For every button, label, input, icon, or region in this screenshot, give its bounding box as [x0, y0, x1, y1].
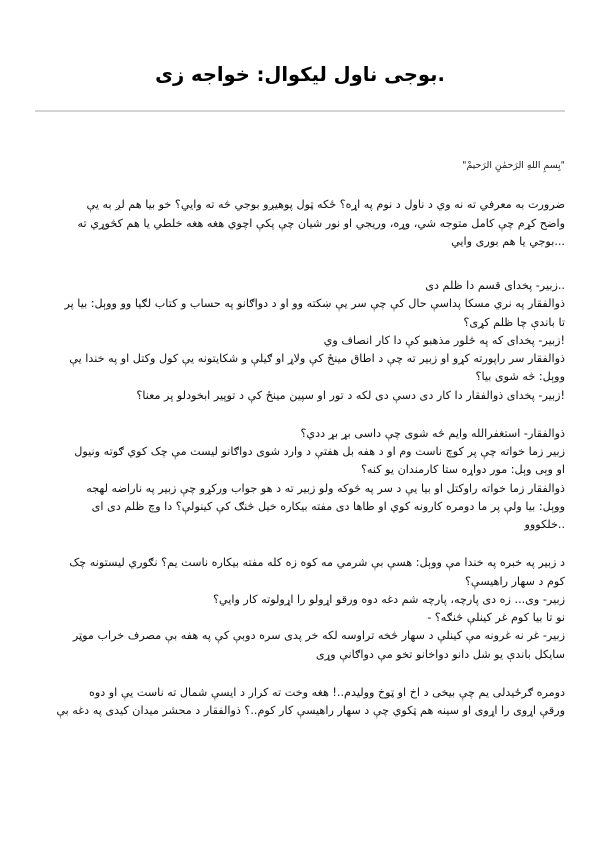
body-line: ذوالفقار- استغفرالله وايم څه شوی چې داسی بړ بړ ددي؟	[300, 426, 565, 440]
document-body	[35, 139, 565, 720]
body-line: زبير- غر نه غرونه مې کينلې د سهار څخه تراوسه لکه خر پدی سره دوبې کې په هفه بې مصرف خراب موټر	[72, 629, 565, 643]
body-line: !زبير- پخدای ذوالفقار دا کار دی دسې دی لکه د تور او سپين مينځ کې د توپير ابخودلو پر معنا؟	[136, 388, 565, 402]
spacer-dialogue1-dialogue2	[35, 405, 565, 425]
body-line: ذوالفقار زما خواته راوکتل او بيا يې د سر په څوکه ولو زبير ته د هو جواب ورکړو چې زبير په ناراضه لهجه	[86, 481, 565, 495]
paragraph-block-dialogue-4	[35, 684, 565, 721]
spacer-dialogue2-dialogue3	[35, 534, 565, 554]
page-title: .بوجی ناول لیکوال: خواجه زی	[155, 63, 445, 86]
body-line: !زبير- پخدای که په څلور مذهبو کې دا کار انصاف وي	[323, 333, 565, 347]
basmala-line: "بِسمِ اللهِ الرَحمٰنِ الرَحیمْ"	[462, 160, 565, 172]
body-line: ..زبير- پخدای قسم دا ظلم دی	[425, 279, 565, 293]
body-line: تا باندې چا ظلم کړی؟	[463, 315, 565, 329]
body-line: ووېل: بيا ولې پر ما دومره کارونه کوي او طاها دی مفته بيکاره خيل څنګ کې کينولې؟ دا وچ ظلم دی ای	[91, 499, 565, 513]
body-line: ذوالفقار سر راپورته کړو او زبير ته چې د اطاق مينځ کې ولاړ او ګيلې و شکايتونه يې کول وکتل او په خندا يې	[69, 352, 565, 366]
body-line: ...بوجي يا هم بوری وايي	[451, 234, 565, 248]
paragraph-block-intro	[35, 196, 565, 251]
body-line: د زبير په خبره په خندا مې ووېل: هسې بې شرمي مه کوه زه کله مفته بيکاره ناست يم؟ نګوري ليستونه چک	[69, 556, 565, 570]
paragraph-block-dialogue-1	[35, 277, 565, 405]
body-line: ..خلکووو	[524, 518, 565, 532]
title-divider	[35, 110, 565, 112]
spacer-dialogue3-dialogue4	[35, 664, 565, 684]
spacer-before-basmala	[35, 139, 565, 159]
paragraph-block-dialogue-2	[35, 425, 565, 535]
body-line: نو تا بيا کوم غر کينلې څنګه؟ -	[427, 611, 565, 625]
body-line: ذوالفقار په نري مسکا پداسې حال کې چې سر يې ښکته وو او د دواګانو په حساب و کتاب لګيا وو ووېل: بيا پر	[64, 297, 565, 311]
paragraph-block-dialogue-3	[35, 554, 565, 664]
body-line: او وېی وېل: مور دواړه ستا کارمندان يو کنه؟	[360, 463, 565, 477]
body-line: زبير زما خواته چې پر کوچ ناست وم او د هفه بل هفتې د وارد شوی دواګانو ليست مې چک کوي ګوته ونيول	[74, 445, 565, 459]
body-line: واضح کړم چې کامل متوجه شي، وړه، وريجي او نور شيان چې پکې اچوي هغه هغه خلطي يا هم کڅوړي ته	[77, 216, 565, 230]
body-line: زبير- وی... زه دی پارچه، پارچه شم دغه دوه ورقو اړولو را اړولوته کار وايي؟	[212, 592, 565, 606]
spacer-intro-dialogue1	[35, 251, 565, 277]
body-line: کوم د سهار راهيسې؟	[464, 574, 565, 588]
body-line: سايکل باندې يو شل دانو دواخانو تخو مې دواګانې وړی	[315, 647, 565, 661]
body-line: ورقې اړوی را اړوی او سينه هم ټکوي چې د سهار راهيسې کار کوم..؟ ذوالفقار د محشر ميدان کيدی په دغه بې	[56, 704, 565, 718]
body-line: دومره ګرځيدلی يم چې بيخی د اخ او ټوخ ووليدم..! هغه وخت ته کرار د ايسې شمال ته ناست يې او دوه	[88, 685, 565, 699]
spacer-after-basmala	[35, 185, 565, 196]
body-line: ووېل: څه شوی بيا؟	[475, 370, 565, 384]
body-line: ضرورت به معرفي ته نه وي د ناول د نوم په اړه؟ ځکه ټول پوهيږو بوجي څه ته وايي؟ خو بيا هم لږ به يې	[86, 198, 565, 212]
